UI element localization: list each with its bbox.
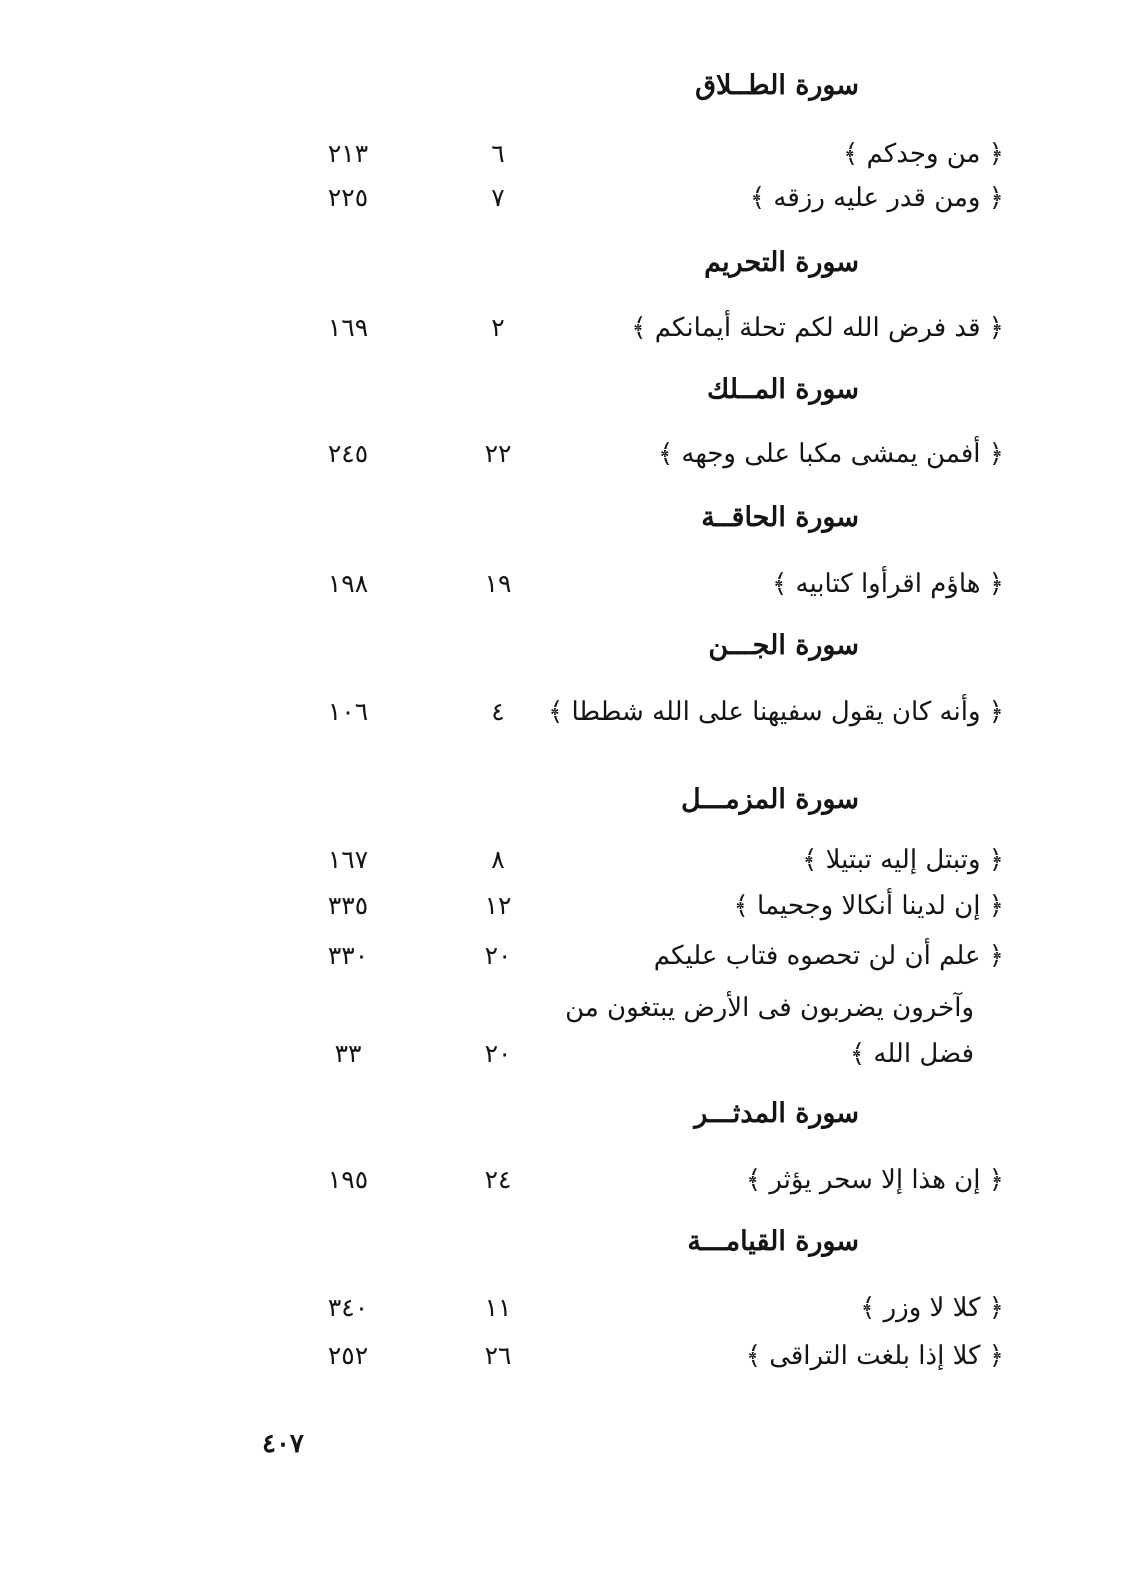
ayah-number: ٢٢ <box>484 439 512 468</box>
verse-text: ﴿ علم أن لن تحصوه فتاب عليكم <box>653 941 1004 971</box>
section-heading: سورة المزمـــل <box>680 784 859 815</box>
section-heading: سورة الحاقــة <box>701 502 859 533</box>
verse-text: ﴿ كلا لا وزر ﴾ <box>860 1293 1004 1323</box>
verse-text: ﴿ هاؤم اقرأوا كتابيه ﴾ <box>772 569 1004 599</box>
verse-text: ﴿ إن هذا إلا سحر يؤثر ﴾ <box>745 1165 1004 1195</box>
page-reference: ١٩٥ <box>327 1165 369 1194</box>
verse-text: ﴿ أفمن يمشى مكبا على وجهه ﴾ <box>657 439 1004 469</box>
ayah-number: ٤ <box>491 697 505 726</box>
ayah-number: ٢٠ <box>484 1039 512 1068</box>
section-heading: سورة التحريم <box>704 247 859 278</box>
ayah-number: ٢٤ <box>484 1165 512 1194</box>
page-number: ٤٠٧ <box>262 1429 304 1459</box>
verse-text-continuation: فضل الله ﴾ <box>849 1039 974 1069</box>
verse-text-continuation: وآخرون يضربون فى الأرض يبتغون من <box>565 993 974 1023</box>
ayah-number: ٨ <box>491 845 505 874</box>
verse-text: ﴿ من وجدكم ﴾ <box>843 139 1004 169</box>
page-reference: ٢٤٥ <box>327 439 369 468</box>
ayah-number: ١٢ <box>484 891 512 920</box>
ayah-number: ١١ <box>484 1293 512 1322</box>
verse-text: ﴿ وأنه كان يقول سفيهنا على الله شططا ﴾ <box>547 697 1004 727</box>
page-reference: ٣٣ <box>334 1039 362 1068</box>
page-reference: ١٦٩ <box>327 313 369 342</box>
page-reference: ١٠٦ <box>327 697 369 726</box>
section-heading: سورة الجـــن <box>708 630 859 661</box>
page-reference: ٢١٣ <box>327 139 369 168</box>
verse-text: ﴿ وتبتل إليه تبتيلا ﴾ <box>802 845 1004 875</box>
page-reference: ٣٤٠ <box>327 1293 369 1322</box>
verse-text: ﴿ ومن قدر عليه رزقه ﴾ <box>749 183 1004 213</box>
ayah-number: ٢ <box>491 313 505 342</box>
ayah-number: ١٩ <box>484 569 512 598</box>
section-heading: سورة الطــلاق <box>695 70 859 101</box>
page-reference: ٣٣٥ <box>327 891 369 920</box>
page-reference: ١٩٨ <box>327 569 369 598</box>
verse-text: ﴿ إن لدينا أنكالا وجحيما ﴾ <box>733 891 1004 921</box>
section-heading: سورة المــلك <box>706 374 859 405</box>
ayah-number: ٦ <box>491 139 505 168</box>
verse-text: ﴿ قد فرض الله لكم تحلة أيمانكم ﴾ <box>631 313 1004 343</box>
ayah-number: ٧ <box>491 183 505 212</box>
page-reference: ٢٥٢ <box>327 1341 369 1370</box>
verse-text: ﴿ كلا إذا بلغت التراقى ﴾ <box>745 1341 1004 1371</box>
page-reference: ١٦٧ <box>327 845 369 874</box>
section-heading: سورة القيامـــة <box>687 1226 859 1257</box>
page-reference: ٣٣٠ <box>327 941 369 970</box>
ayah-number: ٢٦ <box>484 1341 512 1370</box>
section-heading: سورة المدثـــر <box>694 1098 859 1129</box>
page-reference: ٢٢٥ <box>327 183 369 212</box>
ayah-number: ٢٠ <box>484 941 512 970</box>
